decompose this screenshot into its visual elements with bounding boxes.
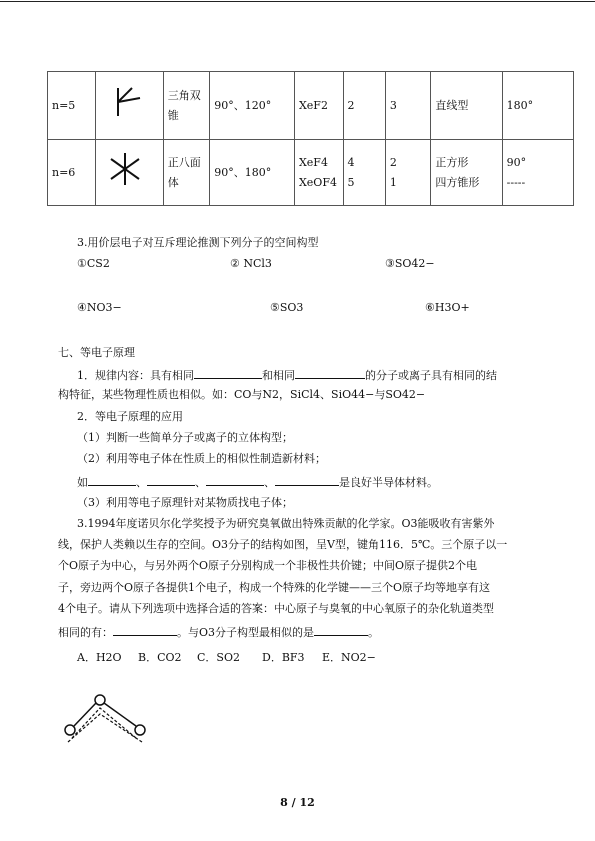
option-c: C．SO2 — [197, 651, 240, 664]
application-heading: 2．等电子原理的应用 — [77, 410, 183, 423]
cell-count1: 2 — [343, 72, 385, 140]
q3-item-3: ③SO42− — [385, 257, 435, 270]
cell-count2: 2 1 — [385, 140, 430, 206]
q3-title: 3.用价层电子对互斥理论推测下列分子的空间构型 — [77, 236, 319, 249]
ozone-line-6: 相同的有： 。与O3分子构型最相似的是 。 — [58, 626, 380, 639]
option-e: E．NO2− — [322, 651, 376, 664]
table-row — [48, 72, 574, 140]
cell-count1: 4 5 — [343, 140, 385, 206]
cell-angles: 90°、180° — [210, 140, 295, 206]
cell-formula: XeF4 XeOF4 — [294, 140, 343, 206]
cell-geometry: 正方形 四方锥形 — [431, 140, 502, 206]
option-a: A．H2O — [77, 651, 122, 664]
cell-formula: XeF2 — [294, 72, 343, 140]
cell-angle: 180° — [502, 72, 573, 140]
fill-blank[interactable] — [88, 474, 136, 486]
section-heading: 七、等电子原理 — [58, 346, 135, 359]
q3-item-4: ④NO3− — [77, 301, 122, 314]
fill-blank[interactable] — [206, 474, 264, 486]
shape-diagram-cell — [95, 72, 163, 140]
cell-geometry: 直线型 — [431, 72, 502, 140]
top-rule — [0, 1, 595, 2]
q3-item-5: ⑤SO3 — [270, 301, 304, 314]
cell-angle: 90° ----- — [502, 140, 573, 206]
fill-blank[interactable] — [314, 624, 368, 636]
cell-shape: 正八面体 — [163, 140, 210, 206]
ozone-line-4: 子，旁边两个O原子各提供1个电子，构成一个特殊的化学键——三个O原子均等地享有这 — [58, 581, 491, 594]
fill-blank[interactable] — [295, 367, 365, 379]
application-2: （2）利用等电子体在性质上的相似性制造新材料； — [77, 452, 326, 465]
ozone-structure-diagram — [58, 688, 158, 748]
page-number: 8 / 12 — [280, 796, 315, 809]
vsepr-table — [47, 71, 574, 206]
ozone-line-2: 线，保护人类赖以生存的空间。O3分子的结构如图，呈V型，键角116．5℃。三个原子以一 — [58, 538, 508, 551]
fill-blank[interactable] — [275, 474, 339, 486]
shape-diagram-cell — [95, 140, 163, 206]
option-b: B．CO2 — [138, 651, 182, 664]
q3-item-2: ② NCl3 — [230, 257, 272, 270]
table-row — [48, 140, 574, 206]
fill-blank[interactable] — [113, 624, 177, 636]
q3-item-1: ①CS2 — [77, 257, 110, 270]
q3-item-6: ⑥H3O+ — [425, 301, 470, 314]
octahedron-icon — [100, 149, 150, 189]
trigonal-bipyramid-icon — [100, 82, 150, 122]
ozone-line-5: 4个电子。请从下列选项中选择合适的答案：中心原子与臭氧的中心氧原子的杂化轨道类型 — [58, 602, 494, 615]
cell-n: n=6 — [48, 140, 96, 206]
option-d: D．BF3 — [262, 651, 305, 664]
ozone-line-1: 3.1994年度诺贝尔化学奖授予为研究臭氧做出特殊贡献的化学家。O3能吸收有害紫外 — [77, 517, 495, 530]
rule-line-1: 1．规律内容：具有相同 和相同 的分子或离子具有相同的结 — [77, 369, 497, 382]
cell-shape: 三角双锥 — [163, 72, 210, 140]
application-3: （3）利用等电子原理针对某物质找电子体； — [77, 496, 293, 509]
fill-blank[interactable] — [194, 367, 262, 379]
application-2-example: 如 、 、 、 是良好半导体材料。 — [77, 476, 438, 489]
cell-n: n=5 — [48, 72, 96, 140]
cell-angles: 90°、120° — [210, 72, 295, 140]
rule-line-2: 构特征，某些物理性质也相似。如：CO与N2，SiCl4、SiO44−与SO42− — [58, 388, 426, 401]
fill-blank[interactable] — [147, 474, 195, 486]
application-1: （1）判断一些简单分子或离子的立体构型； — [77, 431, 293, 444]
cell-count2: 3 — [385, 72, 430, 140]
ozone-line-3: 个O原子为中心，与另外两个O原子分别构成一个非极性共价键；中间O原子提供2个电 — [58, 559, 478, 572]
